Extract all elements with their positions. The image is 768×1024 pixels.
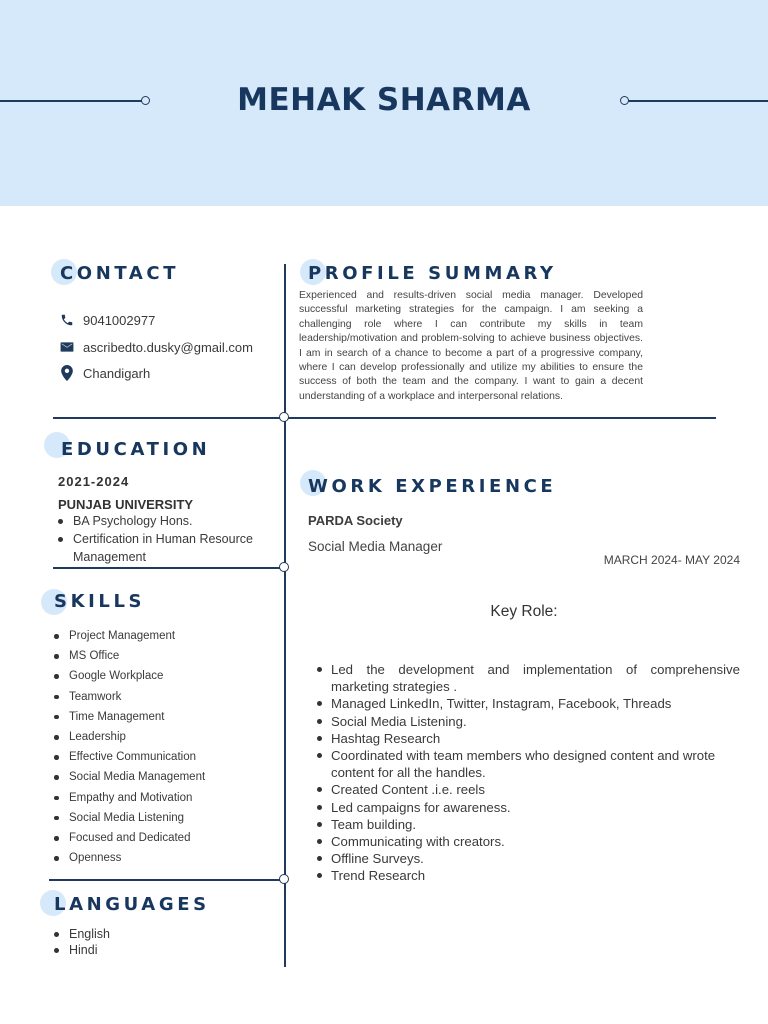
work-responsibilities-list	[316, 661, 740, 885]
header-banner	[0, 0, 768, 206]
list-item: Team building.	[316, 816, 740, 833]
list-item: Social Media Listening	[53, 808, 278, 828]
location-text: Chandigarh	[83, 365, 151, 381]
list-item: Offline Surveys.	[316, 850, 740, 867]
list-item: Leadership	[53, 727, 278, 747]
list-item: Certification in Human Resource Management	[57, 530, 272, 566]
work-experience-heading: WORK EXPERIENCE	[308, 476, 557, 497]
list-item: Managed LinkedIn, Twitter, Instagram, Facebook, Threads	[316, 695, 740, 712]
list-item: Social Media Listening.	[316, 713, 740, 730]
location-pin-icon	[58, 364, 76, 382]
list-item: Coordinated with team members who designed content and wrote content for all the handles.	[316, 747, 740, 781]
list-item: Focused and Dedicated	[53, 828, 278, 848]
divider-node	[279, 412, 289, 422]
education-university: PUNJAB UNIVERSITY	[58, 497, 194, 512]
contact-phone	[58, 311, 155, 329]
list-item: Created Content .i.e. reels	[316, 781, 740, 798]
list-item: Project Management	[53, 626, 278, 646]
list-item: English	[53, 926, 253, 942]
skills-list	[53, 626, 278, 868]
list-item: Trend Research	[316, 867, 740, 884]
contact-location	[58, 364, 150, 382]
list-item: Google Workplace	[53, 666, 278, 686]
profile-summary-heading: PROFILE SUMMARY	[308, 263, 557, 284]
list-item: Teamwork	[53, 687, 278, 707]
languages-heading: LANGUAGES	[54, 894, 210, 915]
job-role: Social Media Manager	[308, 539, 443, 554]
list-item: MS Office	[53, 646, 278, 666]
profile-summary-text: Experienced and results-driven social media manager. Developed successful marketing strategies for the campaign. I am seeking a challenging role where I can contribute my skills in team leadership/motivation and problem-solving to achieve business objectives. I am in search of a chance to become a part of a progressive company, where I can develop professionally and utilize my abilities to ensure the success of both the team and the company. I want to gain a decent understanding of a workplace and interpersonal relations.	[299, 290, 643, 402]
list-item: BA Psychology Hons.	[57, 512, 272, 530]
divider-node	[279, 562, 289, 572]
divider-contact-profile	[53, 417, 716, 419]
list-item: Social Media Management	[53, 767, 278, 787]
phone-icon	[58, 311, 76, 329]
list-item: Empathy and Motivation	[53, 788, 278, 808]
education-years: 2021-2024	[58, 474, 130, 489]
contact-heading: CONTACT	[60, 263, 180, 284]
job-organization: PARDA Society	[308, 513, 403, 528]
list-item: Led campaigns for awareness.	[316, 799, 740, 816]
list-item: Communicating with creators.	[316, 833, 740, 850]
list-item: Hindi	[53, 942, 253, 958]
list-item: Hashtag Research	[316, 730, 740, 747]
vertical-divider	[284, 264, 286, 967]
key-role-label: Key Role:	[490, 603, 558, 620]
list-item: Effective Communication	[53, 747, 278, 767]
candidate-name: MEHAK SHARMA	[237, 82, 531, 118]
divider-node	[279, 874, 289, 884]
list-item: Led the development and implementation of comprehensive marketing strategies .	[316, 661, 740, 695]
envelope-icon	[58, 338, 76, 356]
education-list	[57, 512, 272, 566]
skills-heading: SKILLS	[54, 591, 146, 612]
languages-list	[53, 926, 253, 958]
email-address: ascribedto.dusky@gmail.com	[83, 339, 253, 355]
divider-skills-languages	[49, 879, 285, 881]
phone-number: 9041002977	[83, 312, 156, 328]
divider-education-skills	[53, 567, 285, 569]
job-dates: MARCH 2024- MAY 2024	[603, 553, 740, 567]
list-item: Time Management	[53, 707, 278, 727]
contact-email	[58, 338, 253, 356]
list-item: Openness	[53, 848, 278, 868]
education-heading: EDUCATION	[61, 439, 211, 460]
